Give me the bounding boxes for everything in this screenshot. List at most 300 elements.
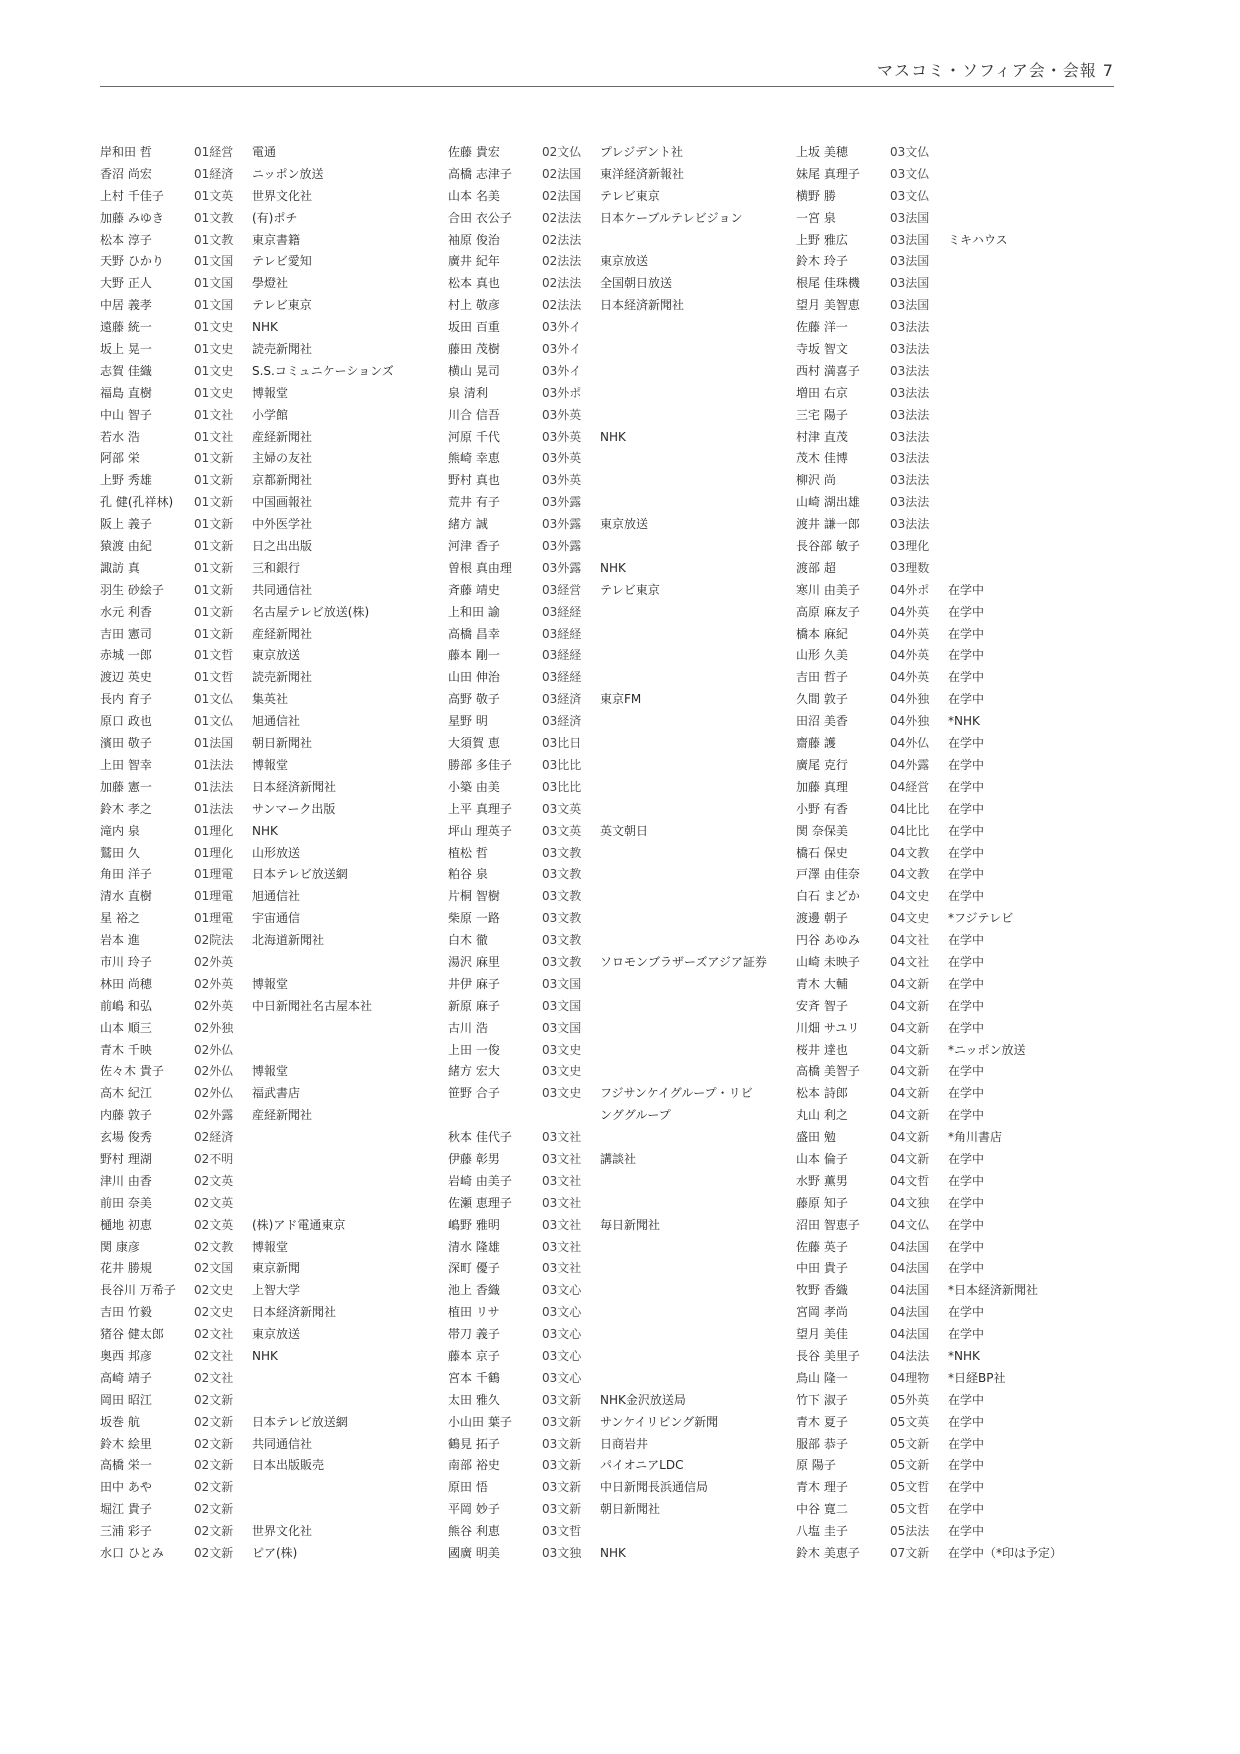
member-name: 熊谷 利恵 [448,1524,500,1539]
member-organization: 在学中 [948,954,985,969]
member-row [796,1215,1156,1237]
member-organization: 博報堂 [252,1064,289,1079]
member-name: 前田 奈美 [100,1195,152,1210]
member-name: 上野 雅広 [796,232,848,247]
member-organization: 在学中 [948,933,985,948]
member-class-code: 03外英 [542,407,582,422]
member-name: 植松 哲 [448,845,488,860]
member-name: 茂木 佳博 [796,451,848,466]
member-organization: 旭通信社 [252,889,301,904]
member-name: 内藤 敦子 [100,1108,152,1123]
member-organization: 日本テレビ放送網 [252,1414,348,1429]
member-name: 上野 秀雄 [100,473,152,488]
member-class-code: 04外ポ [890,582,930,597]
member-organization: 在学中 [948,582,985,597]
member-class-code: 01文新 [194,517,234,532]
member-class-code: 03外英 [542,451,582,466]
member-name: 沼田 智恵子 [796,1217,860,1232]
member-row [448,821,808,843]
member-name: 深町 優子 [448,1261,500,1276]
member-row [796,1127,1156,1149]
member-organization: NHK [600,560,626,575]
member-row [448,1412,808,1434]
member-organization: ンググループ [600,1108,671,1123]
member-class-code: 03文英 [542,801,582,816]
member-name: 池上 香織 [448,1283,500,1298]
member-name: 廣井 紀年 [448,254,500,269]
member-class-code: 02文英 [194,1217,234,1232]
member-class-code: 03法国 [890,298,930,313]
member-organization: 在学中 [948,757,985,772]
member-name: 橋石 保史 [796,845,848,860]
member-class-code: 02文新 [194,1502,234,1517]
member-row [796,799,1156,821]
member-class-code: 02文新 [194,1458,234,1473]
member-class-code: 01法法 [194,801,234,816]
member-organization: 在学中 [948,1020,985,1035]
member-row [448,339,808,361]
member-class-code: 02不明 [194,1151,234,1166]
member-name: 原 陽子 [796,1458,836,1473]
member-name: 高木 紀江 [100,1086,152,1101]
member-organization: 共同通信社 [252,1436,313,1451]
member-organization: 東洋経済新報社 [600,166,685,181]
member-name: 柴原 一路 [448,911,500,926]
member-name: 中谷 寛二 [796,1502,848,1517]
member-name: 志賀 佳織 [100,363,152,378]
member-class-code: 04文教 [890,845,930,860]
member-name: 太田 雅久 [448,1392,500,1407]
member-name: 廣尾 克行 [796,757,848,772]
member-row [796,383,1156,405]
member-row [796,230,1156,252]
member-name: 安斉 智子 [796,998,848,1013]
member-class-code: 02院法 [194,933,234,948]
member-row [100,1368,460,1390]
member-class-code: 03法法 [890,320,930,335]
member-name: 松本 真也 [448,276,500,291]
member-class-code: 02法国 [542,188,582,203]
member-class-code: 03文社 [542,1130,582,1145]
member-class-code: 04文新 [890,1042,930,1057]
member-organization: NHK [252,823,278,838]
member-name: 寺坂 智文 [796,342,848,357]
member-class-code: 04外英 [890,604,930,619]
member-row [448,1324,808,1346]
member-class-code: 04文新 [890,1086,930,1101]
member-name: 玄場 俊秀 [100,1130,152,1145]
member-row [100,1258,460,1280]
member-row [100,711,460,733]
member-row [100,1477,460,1499]
member-row [100,1083,460,1105]
member-row [448,1499,808,1521]
member-organization: NHK金沢放送局 [600,1392,686,1407]
member-name: 香沼 尚宏 [100,166,152,181]
member-organization: 三和銀行 [252,560,301,575]
member-organization: 在学中 [948,976,985,991]
member-name: 緒方 宏大 [448,1064,500,1079]
member-organization: 在学中 [948,604,985,619]
member-row [100,864,460,886]
member-organization: 在学中 [948,648,985,663]
member-organization: 在学中 [948,1086,985,1101]
member-class-code: 01経済 [194,166,234,181]
member-class-code: 03文仏 [890,188,930,203]
member-name: 南部 裕史 [448,1458,500,1473]
member-name: 藤本 剛一 [448,648,500,663]
member-row [796,273,1156,295]
member-organization: 日之出出版 [252,539,313,554]
member-class-code: 04外英 [890,626,930,641]
member-class-code: 04比比 [890,801,930,816]
member-organization: 在学中 [948,1436,985,1451]
member-name: 西村 満喜子 [796,363,860,378]
member-row [100,777,460,799]
member-class-code: 01文史 [194,342,234,357]
member-name: 齋藤 護 [796,736,836,751]
page-header-title: マスコミ・ソフィア会・会報 7 [877,61,1114,80]
member-name: 鳥山 隆一 [796,1370,848,1385]
member-name: 滝内 泉 [100,823,140,838]
member-organization: 日本ケーブルテレビジョン [600,210,743,225]
member-row [796,1280,1156,1302]
member-row [448,536,808,558]
member-organization: 英文朝日 [600,823,649,838]
member-name: 坂巻 航 [100,1414,140,1429]
member-row [100,1061,460,1083]
member-name: 上和田 諭 [448,604,500,619]
member-class-code: 01法法 [194,757,234,772]
member-class-code: 03文史 [542,1042,582,1057]
member-organization: NHK [600,429,626,444]
member-class-code: 03経経 [542,670,582,685]
member-row [448,996,808,1018]
member-organization: 在学中 [948,801,985,816]
member-organization: (有)ポチ [252,210,298,225]
member-organization: 日本出版販売 [252,1458,325,1473]
member-row [796,645,1156,667]
member-organization: ミキハウス [948,232,1008,247]
member-organization: 中日新聞長浜通信局 [600,1480,709,1495]
member-row [796,1434,1156,1456]
member-organization: 京都新聞社 [252,473,313,488]
member-class-code: 01文仏 [194,692,234,707]
member-organization: 北海道新聞社 [252,933,325,948]
member-name: 奥西 邦彦 [100,1348,152,1363]
member-row [100,427,460,449]
member-row [448,1237,808,1259]
member-name: 増田 右京 [796,385,848,400]
member-row [448,952,808,974]
member-row [100,1499,460,1521]
member-class-code: 03外ポ [542,385,582,400]
member-row [796,624,1156,646]
member-organization: 東京放送 [252,648,301,663]
member-name: 原田 悟 [448,1480,488,1495]
member-row [448,843,808,865]
member-class-code: 02文新 [194,1414,234,1429]
member-name: 星野 明 [448,714,488,729]
member-name: 三浦 彩子 [100,1524,152,1539]
member-class-code: 01理化 [194,823,234,838]
member-class-code: 03法法 [890,451,930,466]
member-row [100,273,460,295]
member-row [796,186,1156,208]
member-name: 久間 敦子 [796,692,848,707]
member-name: 羽生 砂絵子 [100,582,164,597]
member-class-code: 03外露 [542,560,582,575]
member-name: 八塩 圭子 [796,1524,848,1539]
member-name: 水口 ひとみ [100,1546,164,1560]
member-name: 青木 夏子 [796,1414,848,1429]
member-row [100,996,460,1018]
member-name: 岩崎 由美子 [448,1173,512,1188]
member-row [448,1018,808,1040]
member-name: 小築 由美 [448,779,500,794]
member-organization: 在学中 [948,867,985,882]
member-class-code: 03文教 [542,845,582,860]
member-organization: 集英社 [252,692,289,707]
member-name: 猪谷 健太郎 [100,1327,164,1342]
member-row [448,864,808,886]
member-name: 長谷川 万希子 [100,1283,176,1298]
member-name: 加藤 憲一 [100,779,152,794]
member-organization: フジサンケイグループ・リビ [600,1086,753,1101]
member-class-code: 03文史 [542,1086,582,1101]
member-row [796,755,1156,777]
member-row [100,1346,460,1368]
member-class-code: 03外英 [542,429,582,444]
member-organization: 在学中 [948,1414,985,1429]
member-row [796,361,1156,383]
member-class-code: 02文新 [194,1546,234,1560]
member-row [448,1127,808,1149]
member-class-code: 02外露 [194,1108,234,1123]
member-class-code: 03文史 [542,1064,582,1079]
member-class-code: 01文社 [194,407,234,422]
member-class-code: 03法法 [890,385,930,400]
member-row [100,821,460,843]
member-class-code: 03外露 [542,517,582,532]
member-name: 山本 倫子 [796,1151,848,1166]
member-class-code: 01文新 [194,626,234,641]
member-class-code: 03法国 [890,254,930,269]
member-organization: 東京書籍 [252,232,301,247]
member-row [100,1105,460,1127]
member-row [448,251,808,273]
member-organization: NHK [252,1348,278,1363]
member-class-code: 01文国 [194,298,234,313]
member-organization: 小学館 [252,407,289,422]
member-class-code: 03外イ [542,342,582,357]
member-name: 平岡 妙子 [448,1502,500,1517]
member-name: 高橋 志津子 [448,166,512,181]
member-row [796,536,1156,558]
member-row [796,558,1156,580]
member-row [100,361,460,383]
member-name: 川畑 サユリ [796,1020,860,1035]
member-row [796,777,1156,799]
member-row [448,930,808,952]
member-organization: S.S.コミュニケーションズ [252,363,394,378]
member-row [100,1412,460,1434]
member-class-code: 03文新 [542,1502,582,1517]
member-name: 若水 浩 [100,429,140,444]
member-class-code: 02外仏 [194,1042,234,1057]
member-row [796,974,1156,996]
member-class-code: 04文仏 [890,1217,930,1232]
member-row [796,492,1156,514]
member-class-code: 01文史 [194,385,234,400]
member-organization: *NHK [948,714,980,729]
member-row [100,1127,460,1149]
member-name: 三宅 陽子 [796,407,848,422]
member-class-code: 02外仏 [194,1086,234,1101]
member-name: 野村 理湖 [100,1151,152,1166]
member-class-code: 02文史 [194,1305,234,1320]
member-row [100,1018,460,1040]
member-class-code: 03経経 [542,648,582,663]
member-name: 青木 理子 [796,1480,848,1495]
member-row [448,142,808,164]
member-class-code: 03文新 [542,1414,582,1429]
member-row [448,799,808,821]
member-row [448,1061,808,1083]
member-class-code: 04文史 [890,911,930,926]
member-column-1 [100,142,460,1565]
member-class-code: 04外独 [890,692,930,707]
member-name: 鈴木 絵里 [100,1436,152,1451]
member-class-code: 02外仏 [194,1064,234,1079]
member-name: 望月 美佳 [796,1327,848,1342]
member-class-code: 03文教 [542,911,582,926]
member-row [448,689,808,711]
member-name: 田沼 美香 [796,714,848,729]
member-organization: サンケイリビング新聞 [600,1414,719,1429]
member-row [100,1215,460,1237]
member-row [796,821,1156,843]
member-organization: 日本経済新聞社 [252,779,337,794]
member-class-code: 02外英 [194,954,234,969]
member-class-code: 01経営 [194,145,234,159]
member-row [100,1543,460,1565]
member-class-code: 04文新 [890,1064,930,1079]
member-class-code: 01文哲 [194,648,234,663]
member-class-code: 04文社 [890,954,930,969]
member-name: 山本 順三 [100,1020,152,1035]
member-name: 根尾 佳珠機 [796,276,860,291]
member-class-code: 04文新 [890,1151,930,1166]
member-class-code: 01理電 [194,911,234,926]
member-row [448,273,808,295]
member-name: 新原 麻子 [448,998,500,1013]
member-row [796,1499,1156,1521]
member-class-code: 03文社 [542,1217,582,1232]
member-organization: 世界文化社 [252,1524,313,1539]
member-class-code: 03文社 [542,1173,582,1188]
member-class-code: 03経経 [542,626,582,641]
member-class-code: 04比比 [890,823,930,838]
member-class-code: 03文教 [542,867,582,882]
member-organization: ソロモンブラザーズアジア証券 [600,954,767,969]
member-name: 河原 千代 [448,429,500,444]
member-class-code: 03文社 [542,1261,582,1276]
member-row [448,886,808,908]
member-class-code: 03法法 [890,407,930,422]
member-row [100,251,460,273]
member-class-code: 03法法 [890,342,930,357]
member-name: 長谷 美里子 [796,1348,860,1363]
member-row [448,448,808,470]
member-row [100,1302,460,1324]
member-organization: 全国朝日放送 [600,276,673,291]
member-organization: 博報堂 [252,757,289,772]
member-class-code: 03文社 [542,1195,582,1210]
member-name: 高原 麻友子 [796,604,860,619]
member-row [100,186,460,208]
member-row [448,1105,808,1127]
member-name: 横山 晃司 [448,363,500,378]
member-class-code: 03外露 [542,539,582,554]
member-row [448,317,808,339]
member-class-code: 01理電 [194,889,234,904]
member-organization: *角川書店 [948,1130,1003,1145]
member-class-code: 02文仏 [542,145,582,159]
member-row [448,624,808,646]
member-row [448,427,808,449]
member-class-code: 03文社 [542,1239,582,1254]
member-name: 藤原 知子 [796,1195,848,1210]
member-name: 清水 隆雄 [448,1239,500,1254]
member-name: 渡辺 英史 [100,670,152,685]
member-name: 阿部 栄 [100,451,140,466]
member-class-code: 01文国 [194,254,234,269]
member-name: 竹下 淑子 [796,1392,848,1407]
member-row [448,974,808,996]
member-row [796,952,1156,974]
member-name: 鈴木 孝之 [100,801,152,816]
member-name: 水元 利香 [100,604,152,619]
member-name: 花井 勝規 [100,1261,152,1276]
member-name: 笹野 合子 [448,1086,500,1101]
member-name: 濱田 敬子 [100,736,152,751]
member-organization: 在学中（*印は予定） [948,1546,1063,1560]
member-row [796,733,1156,755]
member-class-code: 04法国 [890,1327,930,1342]
member-row [796,996,1156,1018]
member-class-code: 01文新 [194,451,234,466]
member-class-code: 02法法 [542,276,582,291]
member-organization: 在学中 [948,1327,985,1342]
member-organization: 中外医学社 [252,517,313,532]
member-row [796,843,1156,865]
member-row [448,230,808,252]
member-name: 山崎 未映子 [796,954,860,969]
member-name: 妹尾 真理子 [796,166,860,181]
member-name: 古川 浩 [448,1020,488,1035]
member-row [448,1040,808,1062]
member-name: 伊藤 彰男 [448,1151,500,1166]
member-class-code: 01法国 [194,736,234,751]
member-organization: 在学中 [948,1524,985,1539]
member-name: 一宮 泉 [796,210,836,225]
member-name: 坂上 晃一 [100,342,152,357]
member-class-code: 02法法 [542,254,582,269]
member-organization: 毎日新聞社 [600,1217,661,1232]
member-class-code: 01理電 [194,867,234,882]
member-organization: *フジテレビ [948,911,1014,926]
